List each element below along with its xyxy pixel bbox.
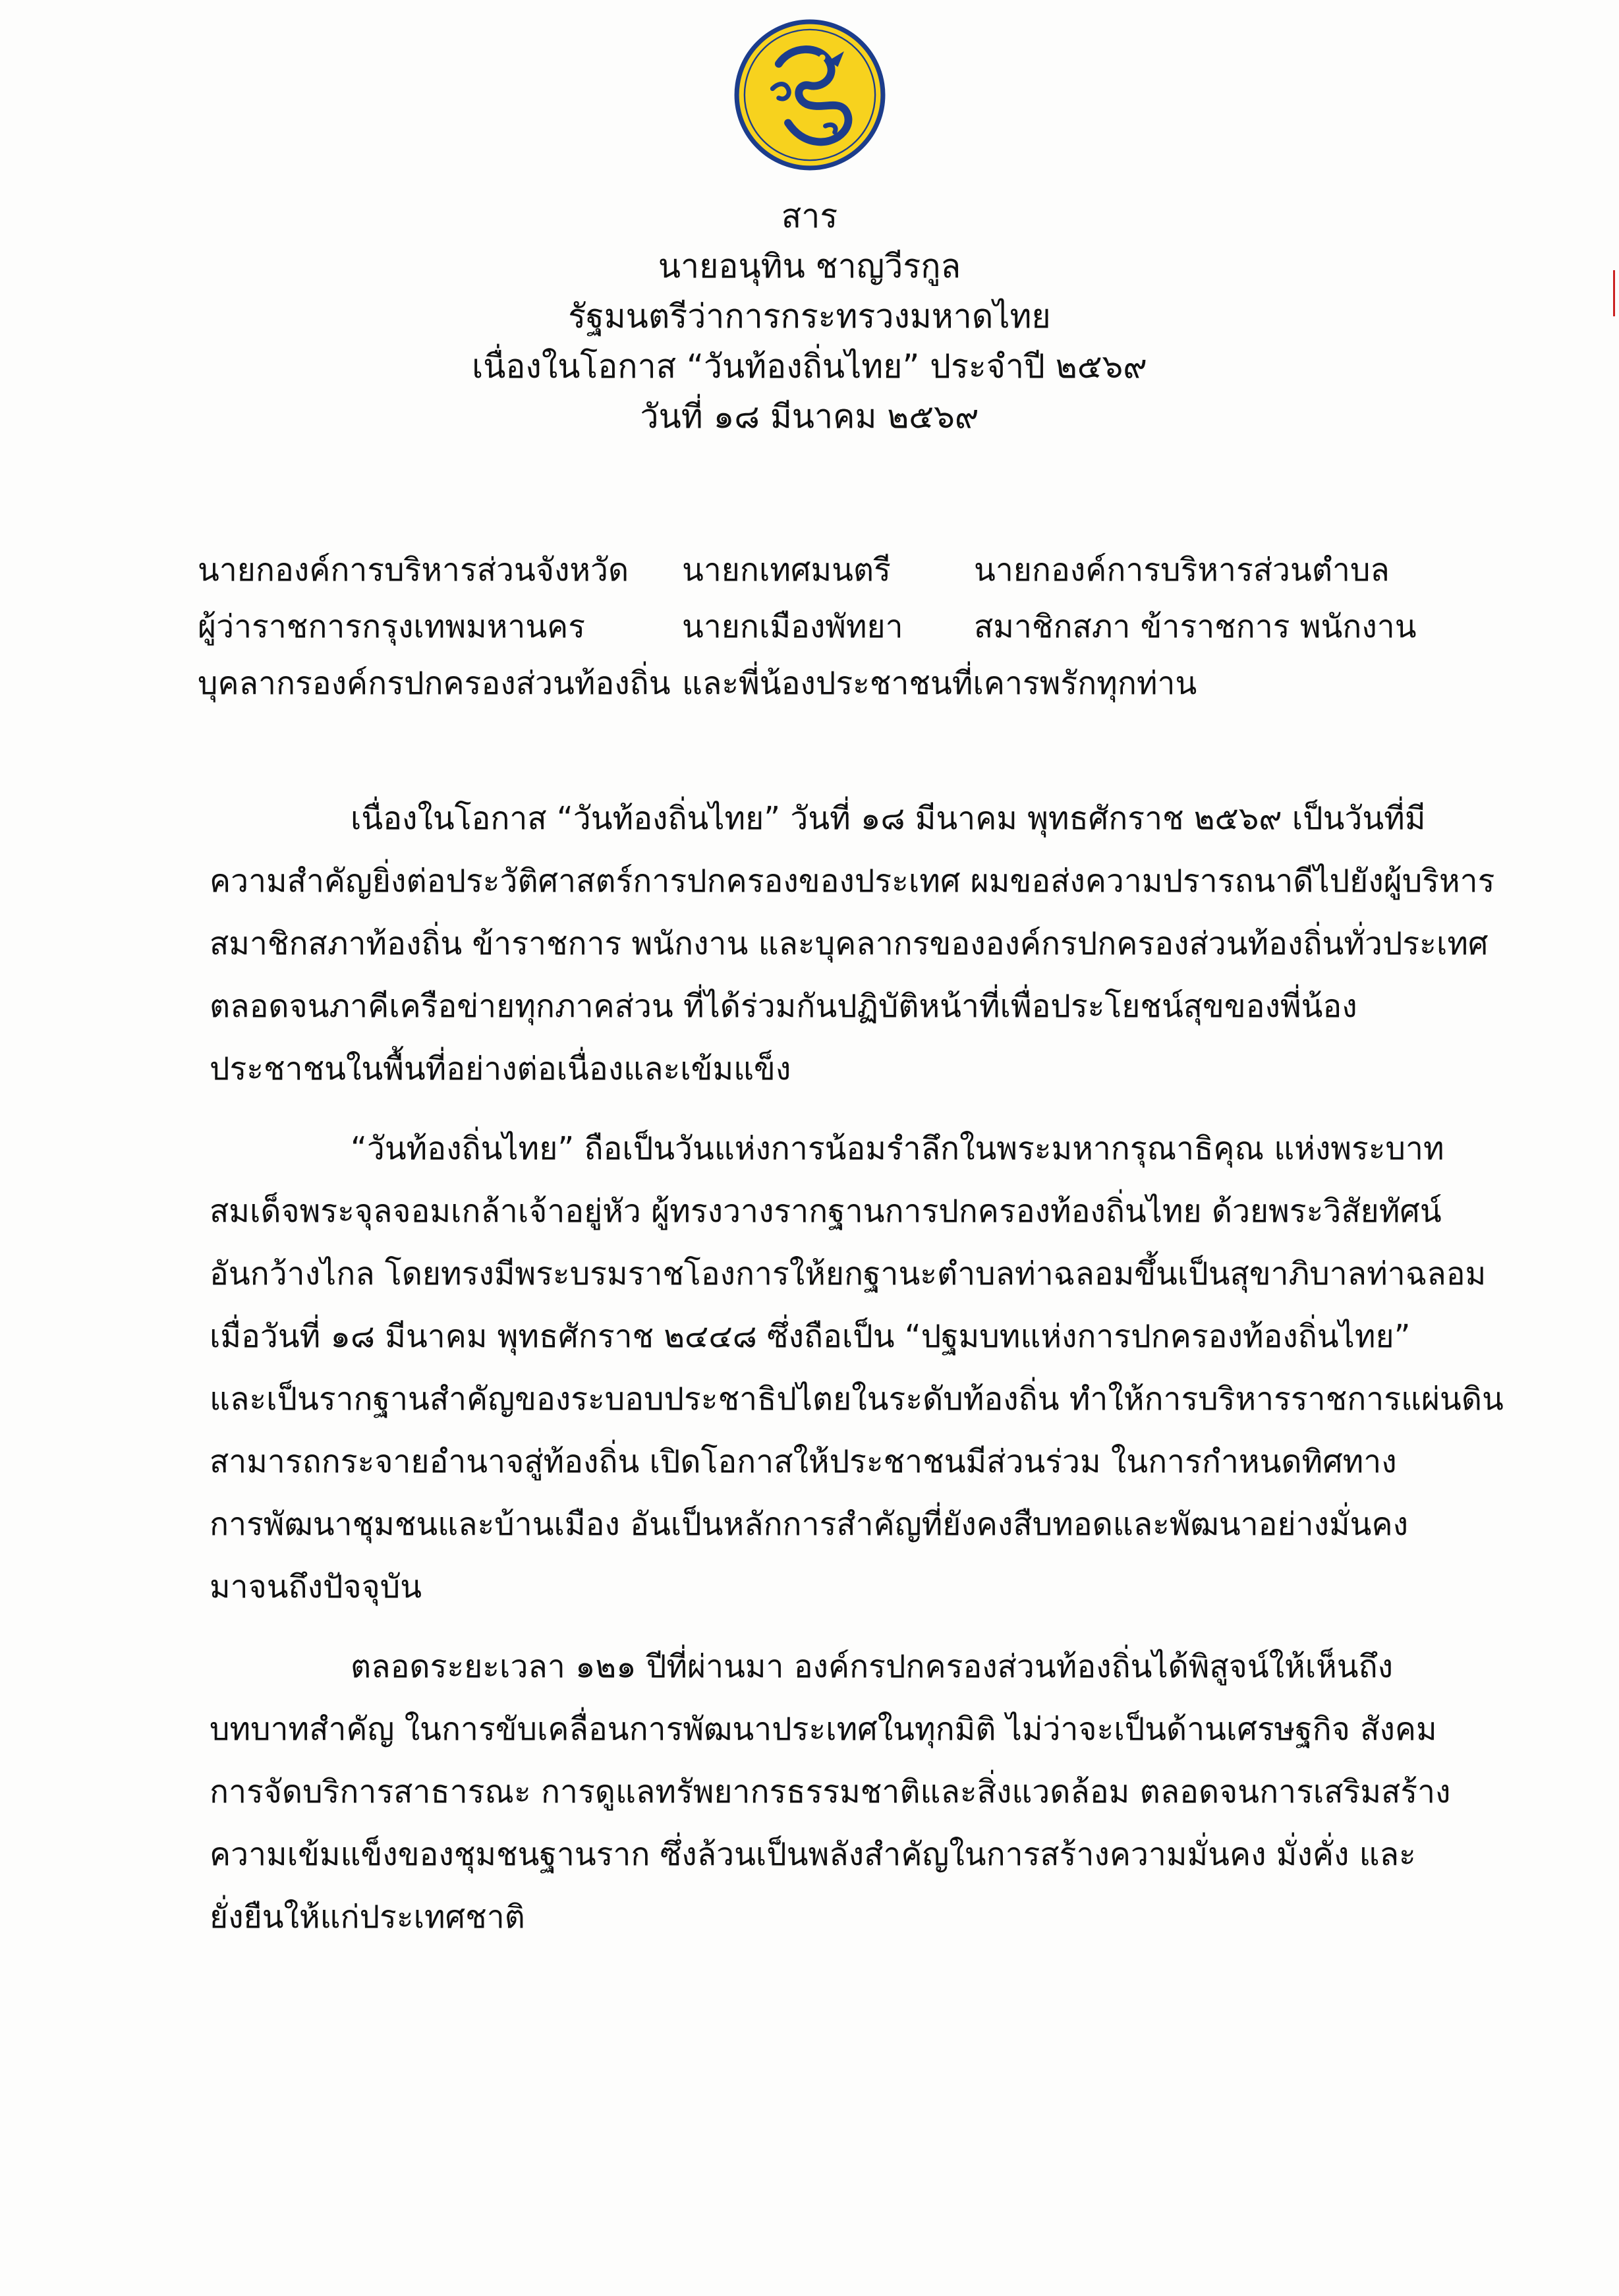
heading-date: วันที่ ๑๘ มีนาคม ๒๕๖๙: [640, 397, 979, 436]
dragon-emblem-icon: [732, 17, 888, 173]
paragraph-line: อันกว้างไกล โดยทรงมีพระบรมราชโองการให้ยกฐานะตำบลท่าฉลอมขึ้นเป็นสุขาภิบาลท่าฉลอม: [210, 1255, 1487, 1292]
paragraph-line: สมาชิกสภาท้องถิ่น ข้าราชการ พนักงาน และบุคลากรขององค์กรปกครองส่วนท้องถิ่นทั่วประเทศ: [210, 925, 1489, 962]
paragraph-line: ยั่งยืนให้แก่ประเทศชาติ: [210, 1899, 525, 1936]
scan-edge-mark: [1613, 270, 1619, 316]
salutation-recipient: นายกองค์การบริหารส่วนจังหวัด: [198, 552, 629, 588]
body-paragraph-2: [210, 1118, 1504, 1619]
paragraph-line: การพัฒนาชุมชนและบ้านเมือง อันเป็นหลักการสำคัญที่ยังคงสืบทอดและพัฒนาอย่างมั่นคง: [210, 1506, 1409, 1543]
paragraph-line: การจัดบริการสาธารณะ การดูแลทรัพยากรธรรมชาติและสิ่งแวดล้อม ตลอดจนการเสริมสร้าง: [210, 1773, 1451, 1810]
heading-author-name: นายอนุทิน ชาญวีรกูล: [658, 247, 961, 285]
paragraph-line: ความเข้มแข็งของชุมชนฐานราก ซึ่งล้วนเป็นพลังสำคัญในการสร้างความมั่นคง มั่งคั่ง และ: [210, 1836, 1416, 1873]
paragraph-line: ประชาชนในพื้นที่อย่างต่อเนื่องและเข้มแข็ง: [210, 1050, 791, 1087]
paragraph-line: และเป็นรากฐานสำคัญของระบอบประชาธิปไตยในระดับท้องถิ่น ทำให้การบริหารราชการแผ่นดิน: [210, 1381, 1504, 1418]
salutation-row: [0, 542, 1619, 598]
salutation-recipient: นายกเมืองพัทยา: [682, 608, 903, 645]
salutation-recipient: นายกองค์การบริหารส่วนตำบล: [974, 552, 1390, 588]
salutation-recipient: บุคลากรองค์กรปกครองส่วนท้องถิ่น: [198, 665, 671, 702]
message-body: [210, 788, 1504, 1949]
paragraph-line: ความสำคัญยิ่งต่อประวัติศาสตร์การปกครองของประเทศ ผมขอส่งความปรารถนาดีไปยังผู้บริหาร: [210, 863, 1495, 900]
paragraph-line: เมื่อวันที่ ๑๘ มีนาคม พุทธศักราช ๒๔๔๘ ซึ่งถือเป็น “ปฐมบทแห่งการปกครองท้องถิ่นไทย”: [210, 1318, 1411, 1355]
message-heading: [0, 191, 1619, 442]
paragraph-line: สามารถกระจายอำนาจสู่ท้องถิ่น เปิดโอกาสให้ประชาชนมีส่วนร่วม ในการกำหนดทิศทาง: [210, 1443, 1397, 1480]
salutation-recipient: ผู้ว่าราชการกรุงเทพมหานคร: [198, 608, 586, 645]
salutation-block: [0, 542, 1619, 712]
salutation-row: [0, 598, 1619, 655]
body-paragraph-1: [210, 788, 1495, 1101]
paragraph-line: “วันท้องถิ่นไทย” ถือเป็นวันแห่งการน้อมรำลึกในพระมหากรุณาธิคุณ แห่งพระบาท: [351, 1130, 1444, 1167]
paragraph-line: ตลอดระยะเวลา ๑๒๑ ปีที่ผ่านมา องค์กรปกครองส่วนท้องถิ่นได้พิสูจน์ให้เห็นถึง: [351, 1648, 1394, 1685]
salutation-recipient: และพี่น้องประชาชนที่เคารพรักทุกท่าน: [682, 665, 1197, 702]
paragraph-line: สมเด็จพระจุลจอมเกล้าเจ้าอยู่หัว ผู้ทรงวางรากฐานการปกครองท้องถิ่นไทย ด้วยพระวิสัยทัศน์: [210, 1193, 1442, 1230]
body-paragraph-3: [210, 1636, 1451, 1949]
salutation-recipient: นายกเทศมนตรี: [682, 552, 891, 588]
paragraph-line: มาจนถึงปัจจุบัน: [210, 1568, 422, 1605]
heading-message-label: สาร: [781, 197, 838, 235]
heading-occasion: เนื่องในโอกาส “วันท้องถิ่นไทย” ประจำปี ๒๕๖๙: [472, 347, 1147, 386]
salutation-row: [0, 655, 1619, 712]
paragraph-line: เนื่องในโอกาส “วันท้องถิ่นไทย” วันที่ ๑๘ มีนาคม พุทธศักราช ๒๕๖๙ เป็นวันที่มี: [351, 800, 1426, 837]
salutation-recipient: สมาชิกสภา ข้าราชการ พนักงาน: [974, 608, 1417, 645]
heading-author-position: รัฐมนตรีว่าการกระทรวงมหาดไทย: [568, 297, 1051, 335]
paragraph-line: บทบาทสำคัญ ในการขับเคลื่อนการพัฒนาประเทศในทุกมิติ ไม่ว่าจะเป็นด้านเศรษฐกิจ สังคม: [210, 1711, 1437, 1748]
paragraph-line: ตลอดจนภาคีเครือข่ายทุกภาคส่วน ที่ได้ร่วมกันปฏิบัติหน้าที่เพื่อประโยชน์สุขของพี่น้อง: [210, 988, 1357, 1025]
